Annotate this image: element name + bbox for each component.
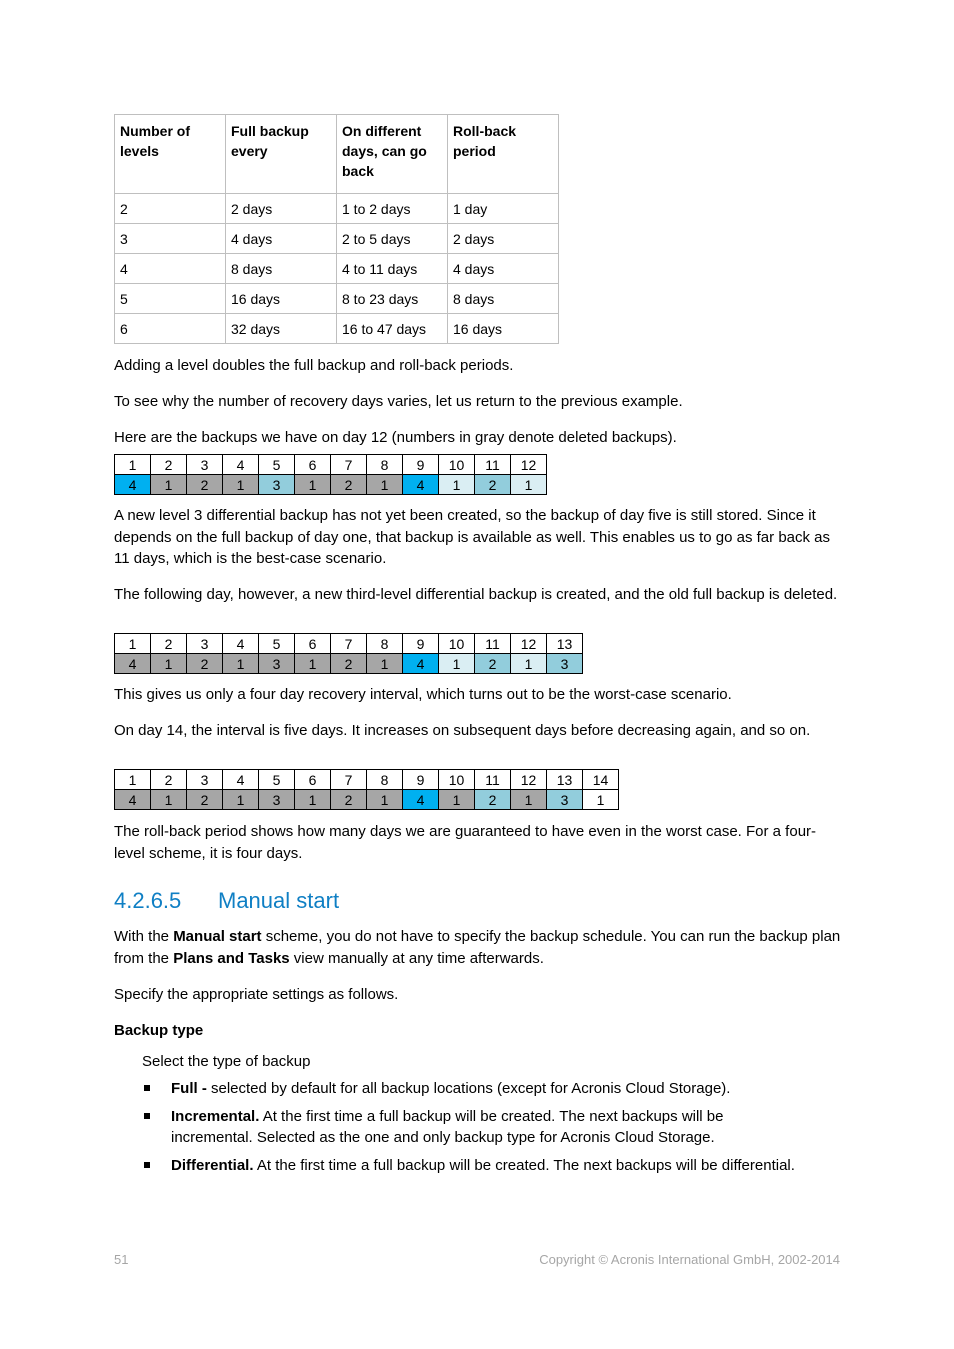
- intro-bold-plans-and-tasks: Plans and Tasks: [173, 949, 290, 967]
- backup-level-row: [115, 475, 547, 495]
- day-number-cell: 6: [295, 634, 331, 654]
- list-item-text: At the first time a full backup will be created. The next backups will be incremental. Selected as the one and only backup type for Acronis Cloud Storage.: [171, 1107, 724, 1146]
- day-number-cell: 4: [223, 455, 259, 475]
- day-number-cell: 4: [223, 770, 259, 790]
- table-cell: 2 days: [448, 224, 559, 254]
- day-number-cell: 9: [403, 634, 439, 654]
- intro-bold-manual-start: Manual start: [173, 928, 262, 945]
- day-table-14: [114, 769, 619, 810]
- paragraph-roll-back: The roll-back period shows how many days we are guaranteed to have even in the worst case. For a four-level scheme, it is four days.: [114, 823, 817, 862]
- day-number-cell: 1: [115, 770, 151, 790]
- backup-level-cell: 2: [331, 475, 367, 495]
- backup-level-cell: 1: [295, 790, 331, 810]
- day-number-cell: 10: [439, 634, 475, 654]
- table-row: [115, 284, 559, 314]
- backup-level-cell: 1: [151, 790, 187, 810]
- backup-level-cell: 1: [439, 654, 475, 674]
- backup-level-cell: 1: [511, 790, 547, 810]
- list-item: [142, 1106, 802, 1149]
- table-cell: 32 days: [226, 314, 337, 344]
- backup-level-cell: 1: [223, 475, 259, 495]
- table-cell: 2 to 5 days: [337, 224, 448, 254]
- backup-level-cell: 1: [295, 475, 331, 495]
- day-number-cell: 2: [151, 770, 187, 790]
- table-row: [115, 314, 559, 344]
- day-number-row: [115, 455, 547, 475]
- table-cell: 8 to 23 days: [337, 284, 448, 314]
- paragraph-manual-start-intro: [114, 926, 844, 969]
- intro-text-2: scheme, you do not have to specify the backup schedule. You can run the backup plan from the: [114, 928, 841, 967]
- day-number-cell: 3: [187, 770, 223, 790]
- backup-level-cell: 1: [439, 790, 475, 810]
- backup-level-cell: 1: [151, 654, 187, 674]
- day-number-cell: 8: [367, 770, 403, 790]
- list-item-bold: Incremental.: [171, 1107, 260, 1125]
- backup-level-cell: 3: [259, 475, 295, 495]
- day-number-cell: 8: [367, 634, 403, 654]
- backup-level-cell: 3: [547, 654, 583, 674]
- paragraph-worst-case: This gives us only a four day recovery interval, which turns out to be the worst-case scenario.: [114, 686, 732, 703]
- day-number-cell: 5: [259, 455, 295, 475]
- day-number-cell: 3: [187, 455, 223, 475]
- backup-level-cell: 2: [475, 790, 511, 810]
- paragraph-day-12: Here are the backups we have on day 12 (numbers in gray denote deleted backups).: [114, 429, 677, 446]
- day-number-row: [115, 634, 583, 654]
- table-cell: 3: [115, 224, 226, 254]
- paragraph-select-type: Select the type of backup: [142, 1053, 311, 1070]
- section-title: Manual start: [218, 888, 340, 913]
- backup-level-row: [115, 654, 583, 674]
- table-cell: 16 to 47 days: [337, 314, 448, 344]
- table-row: [115, 254, 559, 284]
- table-cell: 2: [115, 194, 226, 224]
- day-number-cell: 3: [187, 634, 223, 654]
- backup-level-cell: 1: [223, 790, 259, 810]
- day-number-cell: 5: [259, 634, 295, 654]
- backup-level-cell: 1: [151, 475, 187, 495]
- table-cell: 6: [115, 314, 226, 344]
- bullet-square-icon: [144, 1162, 150, 1168]
- table-cell: 4 days: [448, 254, 559, 284]
- intro-text-1: With the: [114, 928, 174, 945]
- table-cell: 5: [115, 284, 226, 314]
- day-number-cell: 12: [511, 634, 547, 654]
- table-cell: 1 day: [448, 194, 559, 224]
- paragraph-following-day: The following day, however, a new third-level differential backup is created, and the old full backup is deleted.: [114, 586, 838, 603]
- day-number-cell: 2: [151, 455, 187, 475]
- table-row: [115, 224, 559, 254]
- backup-level-cell: 1: [295, 654, 331, 674]
- day-number-cell: 12: [511, 455, 547, 475]
- table-cell: 4 days: [226, 224, 337, 254]
- day-number-cell: 11: [475, 770, 511, 790]
- day-number-cell: 14: [583, 770, 619, 790]
- paragraph-recovery-days: To see why the number of recovery days varies, let us return to the previous example.: [114, 393, 683, 410]
- table-cell: 8 days: [226, 254, 337, 284]
- day-number-cell: 1: [115, 455, 151, 475]
- backup-level-cell: 1: [511, 475, 547, 495]
- day-number-row: [115, 770, 619, 790]
- day-number-cell: 13: [547, 770, 583, 790]
- day-number-cell: 1: [115, 634, 151, 654]
- day-number-cell: 9: [403, 455, 439, 475]
- paragraph-day-14: On day 14, the interval is five days. It increases on subsequent days before decreasing again, and so on.: [114, 722, 811, 739]
- subheading-backup-type: Backup type: [114, 1022, 204, 1039]
- backup-level-cell: 4: [403, 654, 439, 674]
- day-table-13: [114, 633, 583, 674]
- day-table-12: [114, 454, 547, 495]
- backup-level-cell: 4: [403, 790, 439, 810]
- list-item-text: selected by default for all backup locations (except for Acronis Cloud Storage).: [206, 1080, 731, 1097]
- day-number-cell: 10: [439, 455, 475, 475]
- list-item-bold: Full -: [171, 1080, 207, 1097]
- backup-level-cell: 1: [367, 654, 403, 674]
- backup-level-cell: 1: [223, 654, 259, 674]
- day-number-cell: 6: [295, 770, 331, 790]
- backup-level-cell: 2: [187, 654, 223, 674]
- backup-level-cell: 1: [367, 475, 403, 495]
- backup-level-cell: 1: [511, 654, 547, 674]
- backup-level-cell: 1: [439, 475, 475, 495]
- day-number-cell: 5: [259, 770, 295, 790]
- backup-level-cell: 4: [115, 475, 151, 495]
- backup-level-cell: 2: [187, 790, 223, 810]
- backup-level-cell: 2: [331, 790, 367, 810]
- table-row: [115, 194, 559, 224]
- backup-level-cell: 2: [475, 654, 511, 674]
- backup-type-list: [142, 1078, 802, 1182]
- day-number-cell: 7: [331, 455, 367, 475]
- backup-level-row: [115, 790, 619, 810]
- backup-level-cell: 3: [547, 790, 583, 810]
- day-number-cell: 9: [403, 770, 439, 790]
- backup-level-cell: 4: [115, 790, 151, 810]
- table-cell: 16 days: [448, 314, 559, 344]
- table-cell: 8 days: [448, 284, 559, 314]
- header-number-of-levels: Number of levels: [115, 115, 226, 194]
- header-full-backup-every: Full backup every: [226, 115, 337, 194]
- table-cell: 1 to 2 days: [337, 194, 448, 224]
- list-item-bold: Differential.: [171, 1156, 254, 1174]
- bullet-square-icon: [144, 1085, 150, 1091]
- bullet-square-icon: [144, 1113, 150, 1119]
- backup-level-cell: 2: [187, 475, 223, 495]
- backup-level-cell: 3: [259, 654, 295, 674]
- day-number-cell: 10: [439, 770, 475, 790]
- day-number-cell: 13: [547, 634, 583, 654]
- day-number-cell: 8: [367, 455, 403, 475]
- section-number: 4.2.6.5: [114, 888, 182, 913]
- table-cell: 2 days: [226, 194, 337, 224]
- levels-table: [114, 114, 559, 344]
- backup-level-cell: 1: [583, 790, 619, 810]
- backup-level-cell: 4: [115, 654, 151, 674]
- paragraph-adding-level: Adding a level doubles the full backup and roll-back periods.: [114, 357, 514, 374]
- day-number-cell: 2: [151, 634, 187, 654]
- backup-level-cell: 3: [259, 790, 295, 810]
- day-number-cell: 11: [475, 634, 511, 654]
- backup-level-cell: 1: [367, 790, 403, 810]
- header-roll-back-period: Roll-back period: [448, 115, 559, 194]
- list-item: [142, 1155, 802, 1177]
- paragraph-best-case: A new level 3 differential backup has not yet been created, so the backup of day five is still stored. Since it depends on the full backup of day one, that backup is available as well. This enables us to go as far back as 11 days, which is the best-case scenario.: [114, 507, 831, 567]
- table-cell: 16 days: [226, 284, 337, 314]
- section-heading: [114, 888, 339, 914]
- levels-table-header-row: [115, 115, 559, 194]
- intro-text-3: view manually at any time afterwards.: [289, 949, 544, 967]
- copyright-text: Copyright © Acronis International GmbH, 2002-2014: [539, 1252, 840, 1267]
- paragraph-specify: Specify the appropriate settings as follows.: [114, 986, 399, 1003]
- list-item: [142, 1078, 802, 1100]
- backup-level-cell: 4: [403, 475, 439, 495]
- day-number-cell: 6: [295, 455, 331, 475]
- list-item-text: At the first time a full backup will be created. The next backups will be differential.: [253, 1156, 795, 1174]
- table-cell: 4: [115, 254, 226, 284]
- backup-level-cell: 2: [331, 654, 367, 674]
- day-number-cell: 7: [331, 770, 367, 790]
- day-number-cell: 11: [475, 455, 511, 475]
- day-number-cell: 7: [331, 634, 367, 654]
- backup-level-cell: 2: [475, 475, 511, 495]
- page-number: 51: [114, 1252, 129, 1267]
- day-number-cell: 4: [223, 634, 259, 654]
- header-can-go-back: On different days, can go back: [337, 115, 448, 194]
- table-cell: 4 to 11 days: [337, 254, 448, 284]
- day-number-cell: 12: [511, 770, 547, 790]
